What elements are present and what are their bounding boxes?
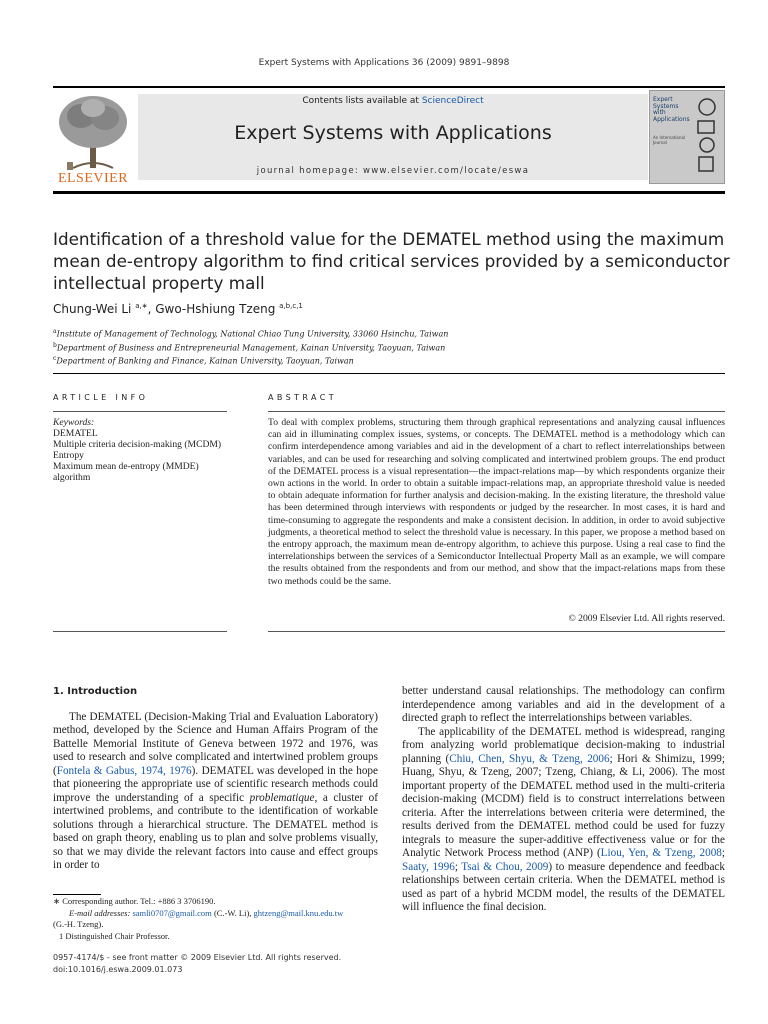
journal-cover-thumbnail xyxy=(649,90,725,184)
author-name: Chung-Wei Li xyxy=(53,302,132,316)
affiliations xyxy=(53,326,448,367)
citation-link[interactable]: Tsai & Chou, 2009 xyxy=(461,860,549,873)
affiliation-text: Department of Banking and Finance, Kainan University, Taoyuan, Taiwan xyxy=(56,356,354,366)
abstract-copyright: © 2009 Elsevier Ltd. All rights reserved. xyxy=(568,613,725,624)
affiliation-marker: b xyxy=(53,341,57,349)
email-label: E-mail addresses: xyxy=(69,907,131,918)
citation-link[interactable]: Fontela & Gabus, 1974, 1976 xyxy=(56,764,192,777)
body-paragraph: better understand causal relationships. The methodology can confirm interdependence among variables and aid in the development of a directed graph to reflect the interrelationships between variables. xyxy=(402,685,725,724)
journal-masthead xyxy=(53,86,725,194)
body-text: ; Hori & Shimizu, 1999; Huang, Shyu, & Tzeng, 2007; Tzeng, Chiang, & Li, 2006). The most important property of the DEMATEL method used in the multi-criteria decision-making (MCDM) field is to construct interrelations between criteria. After the interrelations between criteria were determined, the results derived from the DEMATEL method could be used for fuzzy integrals to measure the super-additive effectiveness value or for the Analytic Network Process method (ANP) ( xyxy=(402,752,725,859)
emphasis-text: problematique xyxy=(249,791,315,804)
citation-link[interactable]: Chiu, Chen, Shyu, & Tzeng, 2006 xyxy=(449,752,610,765)
keywords-label: Keywords: xyxy=(53,417,95,428)
author-affiliation-marker[interactable]: a,b,c,1 xyxy=(279,302,303,310)
keyword-item: Maximum mean de-entropy (MMDE) xyxy=(53,461,199,472)
abstract-text: To deal with complex problems, structuring them through graphical representations and analyzing causal influences can aid in illuminating complex issues, systems, or concepts. The DEMATEL method is a methodology which can confirm interdependence among variables and aid in the development of a chart to reflect interrelationships between variables, and can be used for researching and solving complicated and intertwined problem groups. The end product of the DEMATEL process is a visual representation—the impact-relations map—by which respondents organize their own actions in the world. In order to obtain a suitable impact-relations map, an appropriate threshold value is needed to obtain adequate information for further analysis and decision-making. In the existing literature, the threshold value has been determined through interviews with respondents or judged by the researcher. In most cases, it is hard and time-consuming to aggregate the respondents and make a consistent decision. In addition, in order to avoid subjective judgments, a theoretical method to select the threshold value is necessary. In this paper, we propose a method based on the entropy approach, the maximum mean de-entropy algorithm, to achieve this purpose. Using a real case to find the interrelationships between the services of a Semiconductor Intellectual Property Mall as an example, we will compare the results obtained from the respondents and from our method, and show that the impact-relations maps from these two methods could be the same. xyxy=(268,417,725,587)
affiliation-text: Institute of Management of Technology, National Chiao Tung University, 33060 Hsinchu, Taiwan xyxy=(56,329,449,339)
author-line xyxy=(53,302,303,316)
section-heading: 1. Introduction xyxy=(53,686,138,697)
divider xyxy=(268,631,725,632)
body-text: , a cluster of intertwined problems, and contribute to the identification of workable solutions through a hierarchical structure. The DEMATEL method is based on graph theory, enabling us to plan and solve problems visually, so that we may divide the relevant factors into cause and effect groups in order to xyxy=(53,791,379,871)
divider xyxy=(53,373,725,374)
abstract-heading: ABSTRACT xyxy=(268,393,338,402)
publisher-name: ELSEVIER xyxy=(57,171,129,186)
sciencedirect-link[interactable]: ScienceDirect xyxy=(421,96,484,106)
body-text: ; xyxy=(721,847,725,859)
affiliation-marker: a xyxy=(53,328,57,335)
paper-title: Identification of a threshold value for the DEMATEL method using the maximum mean de-entropy algorithm to find critical services provided by a semiconductor intellectual property mall xyxy=(53,229,730,293)
email-link[interactable]: ghtzeng@mail.knu.edu.tw xyxy=(253,907,344,918)
author-affiliation-marker[interactable]: a,∗ xyxy=(135,302,148,310)
email-owner: (C.-W. Li), xyxy=(211,907,254,918)
footnote-corresponding: ∗ Corresponding author. Tel.: +886 3 3706190. xyxy=(53,896,216,906)
cover-art-icon xyxy=(694,97,720,177)
journal-reference: Expert Systems with Applications 36 (2009) 9891–9898 xyxy=(258,58,510,68)
affiliation-item xyxy=(53,353,448,367)
cover-title: Expert Systems with Applications xyxy=(653,96,690,123)
journal-homepage[interactable]: journal homepage: www.elsevier.com/locate/eswa xyxy=(256,166,530,176)
doi-line[interactable]: doi:10.1016/j.eswa.2009.01.073 xyxy=(53,964,183,974)
footnote-emails xyxy=(53,908,383,920)
email-owner: (G.-H. Tzeng). xyxy=(53,919,104,930)
cover-subtitle: An International Journal xyxy=(653,135,686,145)
affiliation-text: Department of Business and Entrepreneurial Management, Kainan University, Taoyuan, Taiwan xyxy=(56,343,446,353)
footnotes xyxy=(53,896,383,942)
body-text: The DEMATEL (Decision-Making Trial and Evaluation Laboratory) method, developed by the Science and Human Affairs Program of the Battelle Memorial Institute of Geneva between 1972 and 1976, was used to research and solve complicated and intertwined problem groups ( xyxy=(53,710,378,777)
divider xyxy=(53,411,227,412)
divider xyxy=(268,411,725,412)
email-link[interactable]: samli0707@gmail.com xyxy=(132,907,212,918)
footnote-divider xyxy=(53,894,101,895)
body-column-left xyxy=(53,685,378,873)
author-name: Gwo-Hshiung Tzeng xyxy=(155,302,276,316)
body-text: The applicability of the DEMATEL method is widespread, ranging from analyzing world problematique decision-making to industrial planning ( xyxy=(402,725,725,765)
body-text: ; xyxy=(454,860,462,873)
body-text: ). DEMATEL was developed in the hope that pioneering the appropriate use of scientific research methods could improve the understanding of a specific xyxy=(53,764,378,804)
keyword-item: Multiple criteria decision-making (MCDM) xyxy=(53,439,222,450)
body-paragraph xyxy=(53,711,378,873)
citation-link[interactable]: Liou, Yen, & Tzeng, 2008 xyxy=(600,847,722,859)
body-column-right xyxy=(402,685,725,915)
affiliation-item xyxy=(53,326,448,340)
contents-prefix: Contents lists available at xyxy=(302,96,422,106)
publication-meta xyxy=(53,952,341,975)
citation-link[interactable]: Saaty, 1996 xyxy=(402,860,455,873)
keywords-block xyxy=(53,417,233,483)
keyword-item: Entropy xyxy=(53,450,84,461)
keyword-item: DEMATEL xyxy=(53,428,98,439)
author-separator: , xyxy=(147,302,156,316)
journal-title: Expert Systems with Applications xyxy=(234,122,552,144)
contents-line xyxy=(138,96,648,106)
body-paragraph xyxy=(402,726,725,915)
article-info-heading: ARTICLE INFO xyxy=(53,393,149,402)
issn-line: 0957-4174/$ - see front matter © 2009 Elsevier Ltd. All rights reserved. xyxy=(53,953,342,962)
footnote-distinguished: 1 Distinguished Chair Professor. xyxy=(59,930,170,941)
affiliation-item xyxy=(53,340,448,354)
divider xyxy=(53,631,227,632)
affiliation-marker: c xyxy=(53,355,57,363)
keyword-item: algorithm xyxy=(53,472,91,483)
body-text: ) to measure dependence and feedback relationships between certain criteria. When the DEMATEL method is used as part of a hybrid MCDM model, the results of the DEMATEL will influence the final decision. xyxy=(402,860,725,913)
